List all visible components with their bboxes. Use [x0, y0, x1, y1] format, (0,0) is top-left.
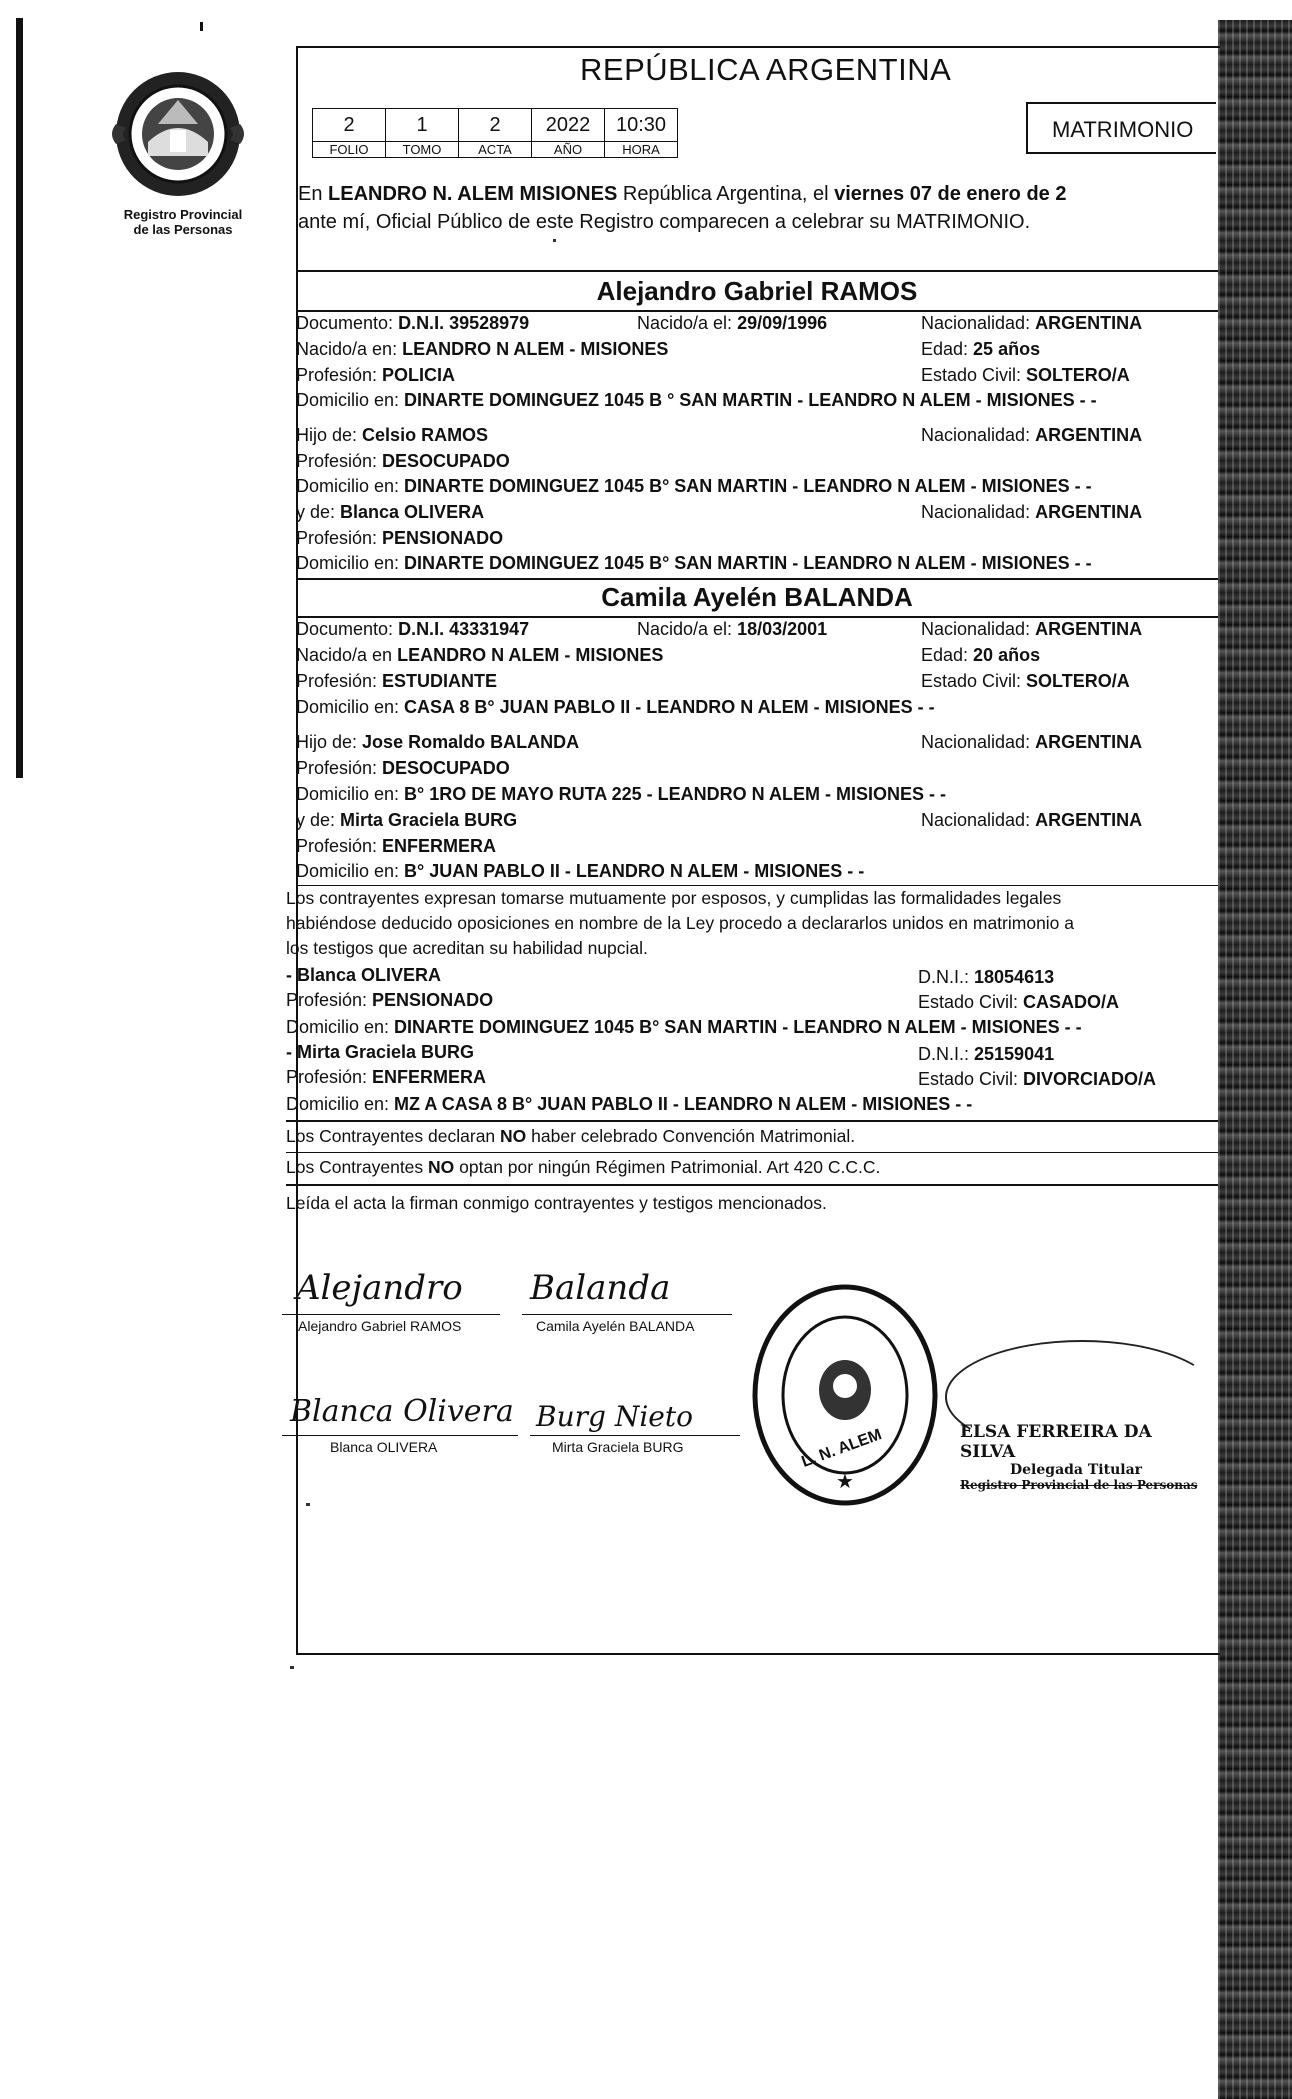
label: Nacionalidad:: [921, 425, 1036, 445]
spouse2-father-prof: [296, 758, 510, 779]
value: DINARTE DOMINGUEZ 1045 B° SAN MARTIN - LEANDRO N ALEM - MISIONES - -: [404, 553, 1092, 573]
official-title: Delegada Titular: [1010, 1462, 1143, 1478]
official-name: ELSA FERREIRA DA SILVA: [960, 1422, 1152, 1462]
spouse1-address: [296, 390, 1216, 411]
label: Domicilio en:: [296, 553, 405, 573]
label: Domicilio en:: [286, 1017, 395, 1037]
witness1-civil: [918, 992, 1119, 1013]
label: Profesión:: [286, 1067, 373, 1087]
value: B° 1RO DE MAYO RUTA 225 - LEANDRO N ALEM - MISIONES - -: [404, 784, 946, 804]
tomo-value: 1: [386, 109, 459, 142]
spouse2-father: [296, 732, 579, 753]
value: ARGENTINA: [1035, 810, 1143, 830]
value: LEANDRO N ALEM - MISIONES: [397, 645, 664, 665]
witness2-address: [286, 1094, 1216, 1115]
value: ENFERMERA: [372, 1067, 487, 1087]
declaration-line1: Los contrayentes expresan tomarse mutuamente por esposos, y cumplidas las formalidades legales: [286, 888, 1062, 908]
spouse1-mother-nat: [921, 502, 1142, 523]
witness2-dni: [918, 1044, 1054, 1065]
signature-scribble: Alejandro: [296, 1268, 463, 1308]
value: 18054613: [974, 967, 1055, 987]
spouse2-profession: [296, 671, 497, 692]
text: Los Contrayentes declaran: [286, 1126, 501, 1146]
signature-line: [530, 1435, 740, 1436]
witness1-address: [286, 1017, 1216, 1038]
label: Documento:: [296, 313, 399, 333]
witness1-prof: [286, 990, 493, 1011]
value: 25 años: [973, 339, 1041, 359]
spouse2-name: Camila Ayelén BALANDA: [601, 582, 913, 612]
spouse1-doc: D.N.I. 39528979: [398, 313, 530, 333]
signature-line: [522, 1314, 732, 1315]
label: Profesión:: [296, 451, 383, 471]
spouse2-doc: D.N.I. 43331947: [398, 619, 530, 639]
witness2-prof: [286, 1067, 486, 1088]
value: MZ A CASA 8 B° JUAN PABLO II - LEANDRO N ALEM - MISIONES - -: [394, 1094, 973, 1114]
label: Profesión:: [296, 758, 383, 778]
label: Domicilio en:: [296, 861, 405, 881]
spouse1-mother-address: [296, 553, 1216, 574]
spouse2-born-date: [637, 619, 827, 640]
intro-mid: República Argentina, el: [617, 183, 835, 205]
value: ARGENTINA: [1035, 619, 1143, 639]
hour-value: 10:30: [605, 109, 678, 142]
registry-line1: Registro Provincial: [123, 207, 243, 222]
spouse2-born-in: [296, 645, 663, 666]
label: Nacionalidad:: [921, 502, 1036, 522]
spouse2-civil: [921, 671, 1130, 692]
label: Domicilio en:: [296, 390, 405, 410]
value: ARGENTINA: [1035, 425, 1143, 445]
divider: [296, 616, 1218, 618]
label: Profesión:: [296, 528, 383, 548]
value: SOLTERO/A: [1026, 365, 1130, 385]
value: LEANDRO N ALEM - MISIONES: [402, 339, 669, 359]
convention-line2: [286, 1157, 880, 1178]
signature-line: [282, 1314, 500, 1315]
label: Nacido/a en: [296, 645, 398, 665]
label: Estado Civil:: [921, 365, 1027, 385]
intro-ante: ante mí: [298, 211, 365, 233]
spouse1-nationality: [921, 313, 1142, 334]
declaration-line2: habiéndose deducido oposiciones en nombre de la Ley procedo a declararlos unidos en matrimonio a: [286, 913, 1075, 933]
divider: [296, 885, 1218, 886]
spouse1-father-prof: [296, 451, 510, 472]
text: haber celebrado Convención Matrimonial.: [526, 1126, 856, 1146]
text: optan por ningún Régimen Patrimonial. Art 420 C.C.C.: [454, 1157, 881, 1177]
value: DESOCUPADO: [382, 451, 510, 471]
divider: [286, 1120, 1218, 1122]
acta-label: ACTA: [459, 142, 532, 158]
label: Domicilio en:: [286, 1094, 395, 1114]
official-block: [960, 1422, 1210, 1492]
label: y de:: [296, 810, 341, 830]
value: DESOCUPADO: [382, 758, 510, 778]
spouse1-father: [296, 425, 488, 446]
value: CASADO/A: [1023, 992, 1120, 1012]
divider: [296, 578, 1218, 580]
registry-line2: de las Personas: [133, 222, 233, 237]
label: Nacido/a el:: [637, 313, 738, 333]
value: 18/03/2001: [737, 619, 828, 639]
spouse1-father-address: [296, 476, 1216, 497]
value: 25159041: [974, 1044, 1055, 1064]
signature-scribble: Blanca Olivera: [290, 1394, 514, 1429]
intro-text: [298, 180, 1216, 236]
witness2-name: - Mirta Graciela BURG: [286, 1042, 475, 1062]
spouse2-age: [921, 645, 1040, 666]
official-office: Registro Provincial de las Personas: [960, 1478, 1198, 1492]
spouse2-mother-address: [296, 861, 1216, 882]
spouse2-mother-nat: [921, 810, 1142, 831]
value: DIVORCIADO/A: [1023, 1069, 1157, 1089]
label: Profesión:: [286, 990, 373, 1010]
year-value: 2022: [532, 109, 605, 142]
folio-label: FOLIO: [313, 142, 386, 158]
value: Jose Romaldo BALANDA: [362, 732, 580, 752]
spouse2-mother: [296, 810, 517, 831]
label: Documento:: [296, 619, 399, 639]
value: Mirta Graciela BURG: [340, 810, 518, 830]
spouse1-mother-prof: [296, 528, 503, 549]
value: ARGENTINA: [1035, 313, 1143, 333]
signature-scribble: Burg Nieto: [536, 1400, 693, 1433]
seal-bottom-text: L. N. ALEM: [799, 1426, 885, 1471]
divider: [296, 270, 1218, 272]
spouse2-mother-prof: [296, 836, 496, 857]
intro-place: LEANDRO N. ALEM MISIONES: [328, 183, 618, 205]
spouse2-doc-row: [296, 619, 529, 640]
divider: [286, 1184, 1218, 1186]
spouse2-father-nat: [921, 732, 1142, 753]
signature-caption: Alejandro Gabriel RAMOS: [298, 1318, 462, 1334]
label: Profesión:: [296, 365, 383, 385]
label: Edad:: [921, 339, 974, 359]
spouse1-born-in: [296, 339, 668, 360]
value: DINARTE DOMINGUEZ 1045 B° SAN MARTIN - LEANDRO N ALEM - MISIONES - -: [404, 476, 1092, 496]
page-title: REPÚBLICA ARGENTINA: [580, 52, 952, 87]
label: Estado Civil:: [918, 992, 1024, 1012]
svg-text:★: ★: [836, 1469, 854, 1493]
intro-pre: En: [298, 183, 329, 205]
label: Domicilio en:: [296, 476, 405, 496]
value: 29/09/1996: [737, 313, 828, 333]
label: Nacionalidad:: [921, 313, 1036, 333]
value: B° JUAN PABLO II - LEANDRO N ALEM - MISIONES - -: [404, 861, 865, 881]
signature-caption: Camila Ayelén BALANDA: [536, 1318, 695, 1334]
spouse1-profession: [296, 365, 455, 386]
value: DINARTE DOMINGUEZ 1045 B° SAN MARTIN - LEANDRO N ALEM - MISIONES - -: [394, 1017, 1082, 1037]
label: Estado Civil:: [918, 1069, 1024, 1089]
label: Edad:: [921, 645, 974, 665]
label: Nacionalidad:: [921, 810, 1036, 830]
value: PENSIONADO: [372, 990, 494, 1010]
value: ARGENTINA: [1035, 502, 1143, 522]
value: ESTUDIANTE: [382, 671, 498, 691]
signature-scribble: Balanda: [530, 1268, 671, 1308]
value: SOLTERO/A: [1026, 671, 1130, 691]
convention-line1: [286, 1126, 855, 1147]
label: Profesión:: [296, 836, 383, 856]
label: Nacido/a en:: [296, 339, 403, 359]
label: Nacionalidad:: [921, 732, 1036, 752]
hour-label: HORA: [605, 142, 678, 158]
signature-caption: Mirta Graciela BURG: [552, 1439, 684, 1455]
registry-seal-icon: [750, 1282, 940, 1508]
witness1-name: - Blanca OLIVERA: [286, 965, 442, 985]
label: Domicilio en:: [296, 784, 405, 804]
text: Los Contrayentes: [286, 1157, 429, 1177]
label: Domicilio en:: [296, 697, 405, 717]
label: Profesión:: [296, 671, 383, 691]
scan-speck: [553, 239, 556, 242]
spouse1-born-date: [637, 313, 827, 334]
value: ARGENTINA: [1035, 732, 1143, 752]
acta-value: 2: [459, 109, 532, 142]
spouse1-civil: [921, 365, 1130, 386]
divider: [286, 1152, 1218, 1153]
label: Estado Civil:: [921, 671, 1027, 691]
declaration-line3: los testigos que acreditan su habilidad nupcial.: [286, 938, 648, 958]
label: y de:: [296, 502, 341, 522]
label: D.N.I.:: [918, 1044, 975, 1064]
value: POLICIA: [382, 365, 456, 385]
value: CASA 8 B° JUAN PABLO II - LEANDRO N ALEM - MISIONES - -: [404, 697, 935, 717]
value: Blanca OLIVERA: [340, 502, 485, 522]
year-label: AÑO: [532, 142, 605, 158]
spouse2-nationality: [921, 619, 1142, 640]
binding-tick: [200, 22, 203, 31]
label: Hijo de:: [296, 425, 363, 445]
text-bold: NO: [500, 1126, 527, 1146]
label: Hijo de:: [296, 732, 363, 752]
binding-line: [16, 18, 23, 778]
label: Nacionalidad:: [921, 619, 1036, 639]
folio-table: [312, 108, 678, 158]
spouse1-age: [921, 339, 1040, 360]
text-bold: NO: [428, 1157, 455, 1177]
spouse2-father-address: [296, 784, 1216, 805]
signature-line: [282, 1435, 518, 1436]
spouse1-name: Alejandro Gabriel RAMOS: [596, 276, 918, 306]
witness1-dni: [918, 967, 1054, 988]
tomo-label: TOMO: [386, 142, 459, 158]
registry-caption: [98, 207, 268, 237]
spouse2-address: [296, 697, 1216, 718]
misiones-seal-icon: [108, 64, 248, 204]
value: DINARTE DOMINGUEZ 1045 B ° SAN MARTIN - LEANDRO N ALEM - MISIONES - -: [404, 390, 1097, 410]
witness2-civil: [918, 1069, 1156, 1090]
divider: [296, 310, 1218, 312]
spouse1-father-nat: [921, 425, 1142, 446]
spouse1-mother: [296, 502, 484, 523]
folio-value: 2: [313, 109, 386, 142]
value: PENSIONADO: [382, 528, 504, 548]
act-type-box: MATRIMONIO: [1026, 102, 1216, 154]
scan-speck: [306, 1503, 310, 1506]
scan-edge: [1218, 20, 1292, 2099]
label: Nacido/a el:: [637, 619, 738, 639]
closing-text: Leída el acta la firman conmigo contrayentes y testigos mencionados.: [286, 1193, 827, 1213]
scan-speck: [290, 1666, 294, 1669]
signature-caption: Blanca OLIVERA: [330, 1439, 438, 1455]
value: Celsio RAMOS: [362, 425, 489, 445]
value: ENFERMERA: [382, 836, 497, 856]
intro-date: viernes 07 de enero de 2: [834, 183, 1067, 205]
intro-rest: , Oficial Público de este Registro comparecen a celebrar su MATRIMONIO.: [364, 211, 1031, 233]
label: D.N.I.:: [918, 967, 975, 987]
value: 20 años: [973, 645, 1041, 665]
